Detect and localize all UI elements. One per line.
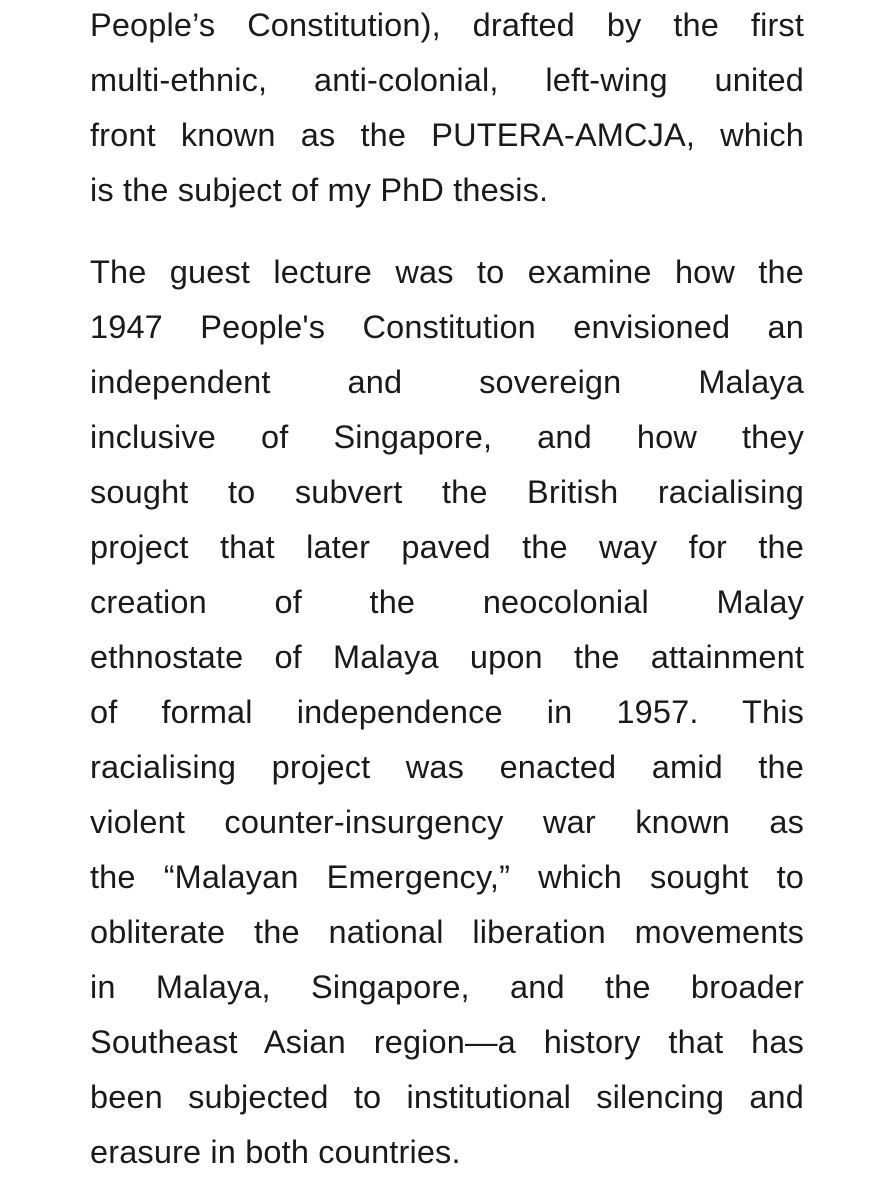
text-line: violent counter-insurgency war known as: [90, 804, 804, 840]
text-line: the “Malayan Emergency,” which sought to: [90, 859, 804, 895]
text-line: been subjected to institutional silencing and: [90, 1079, 804, 1115]
text-line: racialising project was enacted amid the: [90, 749, 804, 785]
text-line: The guest lecture was to examine how the: [90, 254, 804, 290]
text-line: independent and sovereign Malaya: [90, 364, 804, 400]
text-line: is the subject of my PhD thesis.: [90, 172, 549, 208]
text-line: front known as the PUTERA-AMCJA, which: [90, 117, 804, 153]
text-line: inclusive of Singapore, and how they: [90, 419, 804, 455]
text-line: ethnostate of Malaya upon the attainment: [90, 639, 804, 675]
text-line: of formal independence in 1957. This: [90, 694, 804, 730]
text-line: creation of the neocolonial Malay: [90, 584, 804, 620]
text-line: sought to subvert the British racialising: [90, 474, 804, 510]
text-line: 1947 People's Constitution envisioned an: [90, 309, 804, 345]
text-line: erasure in both countries.: [90, 1134, 461, 1170]
text-line: People’s Constitution), drafted by the first: [90, 7, 804, 43]
text-line: multi-ethnic, anti-colonial, left-wing united: [90, 62, 804, 98]
text-line: Southeast Asian region—a history that has: [90, 1024, 804, 1060]
text-line: in Malaya, Singapore, and the broader: [90, 969, 804, 1005]
text-line: project that later paved the way for the: [90, 529, 804, 565]
paragraph-2: [90, 245, 804, 1180]
text-line: obliterate the national liberation movements: [90, 914, 804, 950]
paragraph-1: [90, 0, 804, 218]
